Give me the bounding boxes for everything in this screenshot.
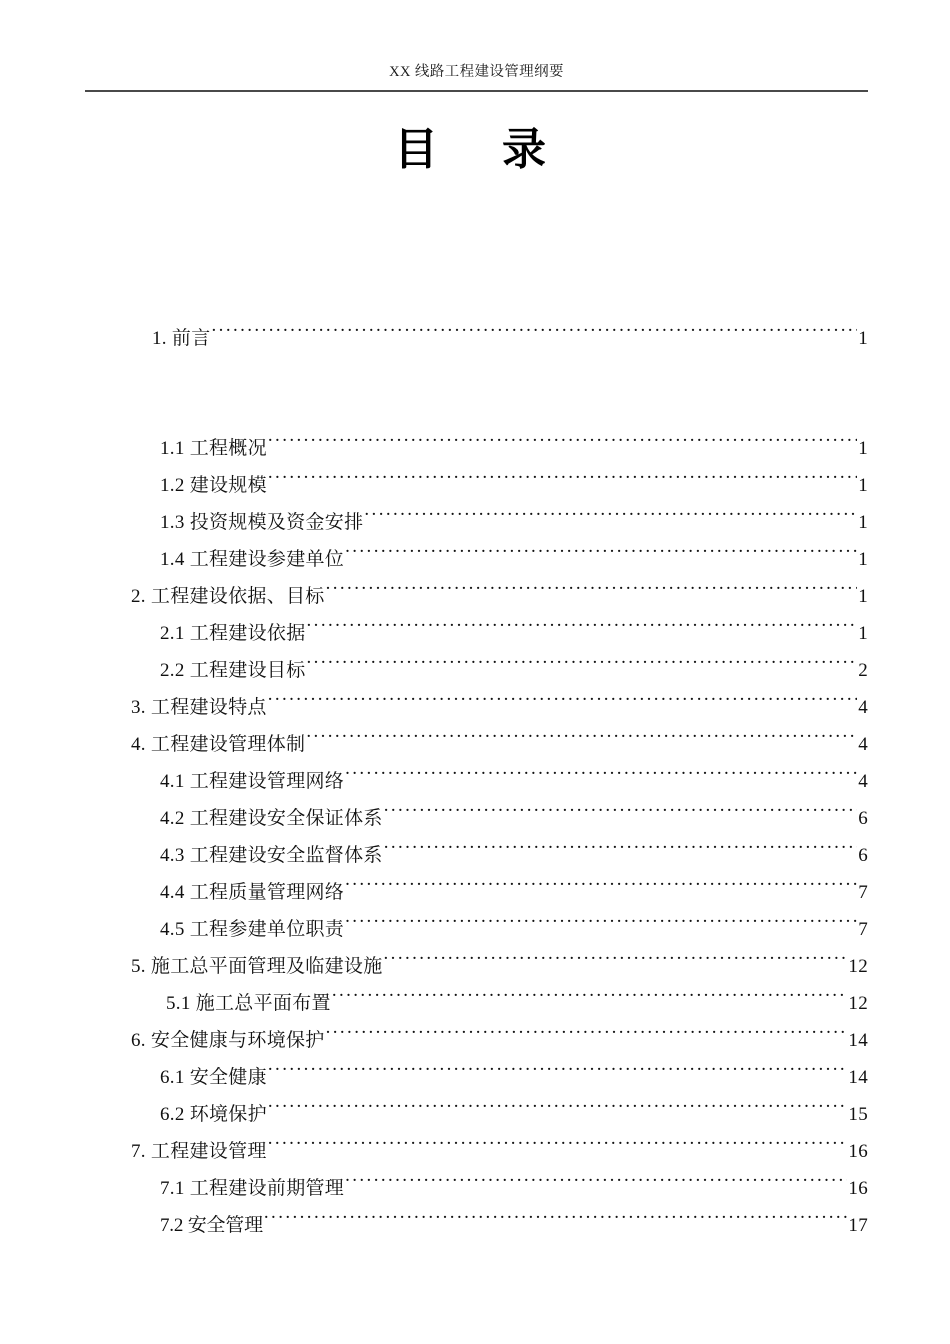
toc-entry-label: 6. 安全健康与环境保护: [131, 1030, 325, 1051]
toc-dot-leader: [345, 546, 857, 565]
toc-dot-leader: [326, 1027, 848, 1046]
toc-entry-label: 4.4 工程质量管理网络: [160, 882, 345, 903]
toc-entry-page-number: 14: [848, 1067, 868, 1088]
toc-entry[interactable]: [0, 1096, 950, 1133]
toc-entry-page-number: 1: [858, 438, 868, 459]
toc-entry-label: 1.1 工程概况: [160, 438, 267, 459]
toc-dot-leader: [268, 472, 857, 491]
toc-entry-label: 1. 前言: [152, 328, 211, 349]
toc-entry-page-number: 1: [858, 623, 868, 644]
toc-dot-leader: [307, 620, 858, 639]
running-header: [85, 62, 868, 82]
toc-dot-leader: [345, 1175, 847, 1194]
toc-entry[interactable]: [0, 726, 950, 763]
toc-entry-page-number: 6: [858, 845, 868, 866]
toc-entry-label: 1.4 工程建设参建单位: [160, 549, 345, 570]
toc-entry[interactable]: [0, 652, 950, 689]
toc-entry[interactable]: [0, 874, 950, 911]
toc-entry[interactable]: [0, 615, 950, 652]
toc-entry[interactable]: [0, 467, 950, 504]
toc-entry[interactable]: [0, 1133, 950, 1170]
toc-entry-page-number: 16: [848, 1178, 868, 1199]
toc-dot-leader: [268, 694, 857, 713]
toc-entry[interactable]: [0, 504, 950, 541]
toc-dot-leader: [307, 657, 858, 676]
toc-dot-leader: [326, 583, 858, 602]
toc-dot-leader: [268, 435, 857, 454]
running-header-text: XX 线路工程建设管理纲要: [389, 64, 564, 80]
toc-entry[interactable]: [0, 763, 950, 800]
table-of-contents: [0, 320, 950, 1244]
toc-dot-leader: [268, 1101, 847, 1120]
toc-entry[interactable]: [0, 430, 950, 467]
toc-entry[interactable]: [0, 541, 950, 578]
toc-entry-page-number: 16: [848, 1141, 868, 1162]
toc-entry-page-number: 1: [858, 549, 868, 570]
toc-dot-leader: [306, 731, 857, 750]
toc-entry-page-number: 7: [858, 919, 868, 940]
toc-entry[interactable]: [0, 948, 950, 985]
toc-entry-label: 4.1 工程建设管理网络: [160, 771, 345, 792]
toc-entry-page-number: 15: [848, 1104, 868, 1125]
toc-entry-label: 7. 工程建设管理: [131, 1141, 267, 1162]
toc-entry-page-number: 7: [858, 882, 868, 903]
toc-entry-page-number: 4: [858, 697, 868, 718]
toc-entry-page-number: 1: [858, 512, 868, 533]
toc-dot-leader: [345, 916, 857, 935]
toc-entry[interactable]: [0, 1022, 950, 1059]
toc-entry-page-number: 17: [848, 1215, 868, 1236]
toc-dot-leader: [345, 879, 857, 898]
toc-entry-page-number: 14: [848, 1030, 868, 1051]
toc-entry[interactable]: [0, 578, 950, 615]
toc-entry-page-number: 1: [858, 475, 868, 496]
toc-dot-leader: [364, 509, 857, 528]
toc-entry-page-number: 4: [858, 771, 868, 792]
toc-entry-label: 5. 施工总平面管理及临建设施: [131, 956, 383, 977]
toc-entry-label: 1.3 投资规模及资金安排: [160, 512, 364, 533]
toc-dot-leader: [264, 1212, 847, 1231]
toc-entry-label: 4.2 工程建设安全保证体系: [160, 808, 383, 829]
toc-entry-page-number: 12: [848, 956, 868, 977]
toc-entry[interactable]: [0, 689, 950, 726]
toc-dot-leader: [268, 1064, 847, 1083]
toc-dot-leader: [345, 768, 857, 787]
toc-entry-label: 4.3 工程建设安全监督体系: [160, 845, 383, 866]
toc-entry[interactable]: [0, 1059, 950, 1096]
toc-entry[interactable]: [0, 1170, 950, 1207]
toc-entry-label: 2.1 工程建设依据: [160, 623, 306, 644]
toc-entry[interactable]: [0, 985, 950, 1022]
toc-dot-leader: [212, 325, 858, 344]
page-title: 目 录: [394, 125, 556, 174]
toc-entry-label: 2. 工程建设依据、目标: [131, 586, 325, 607]
toc-dot-leader: [268, 1138, 848, 1157]
toc-entry[interactable]: [0, 911, 950, 948]
toc-entry-page-number: 4: [858, 734, 868, 755]
toc-entry[interactable]: [0, 800, 950, 837]
toc-dot-leader: [384, 805, 857, 824]
toc-entry-label: 5.1 施工总平面布置: [166, 993, 331, 1014]
toc-entry-label: 6.2 环境保护: [160, 1104, 267, 1125]
toc-entry-label: 3. 工程建设特点: [131, 697, 267, 718]
toc-entry-page-number: 6: [858, 808, 868, 829]
toc-entry-label: 4. 工程建设管理体制: [131, 734, 306, 755]
toc-entry[interactable]: [0, 837, 950, 874]
toc-entry-page-number: 1: [858, 328, 868, 349]
toc-entry[interactable]: [0, 1207, 950, 1244]
toc-entry-label: 6.1 安全健康: [160, 1067, 267, 1088]
toc-entry-page-number: 1: [858, 586, 868, 607]
toc-dot-leader: [332, 990, 848, 1009]
toc-entry-page-number: 12: [848, 993, 868, 1014]
header-rule: [85, 90, 868, 92]
toc-entry-label: 1.2 建设规模: [160, 475, 267, 496]
toc-dot-leader: [384, 953, 848, 972]
toc-entry-label: 2.2 工程建设目标: [160, 660, 306, 681]
toc-entry-label: 7.1 工程建设前期管理: [160, 1178, 345, 1199]
toc-entry[interactable]: [0, 320, 950, 357]
toc-entry-label: 7.2 安全管理: [160, 1215, 263, 1236]
toc-entry-label: 4.5 工程参建单位职责: [160, 919, 345, 940]
toc-entry-page-number: 2: [858, 660, 868, 681]
toc-dot-leader: [384, 842, 857, 861]
